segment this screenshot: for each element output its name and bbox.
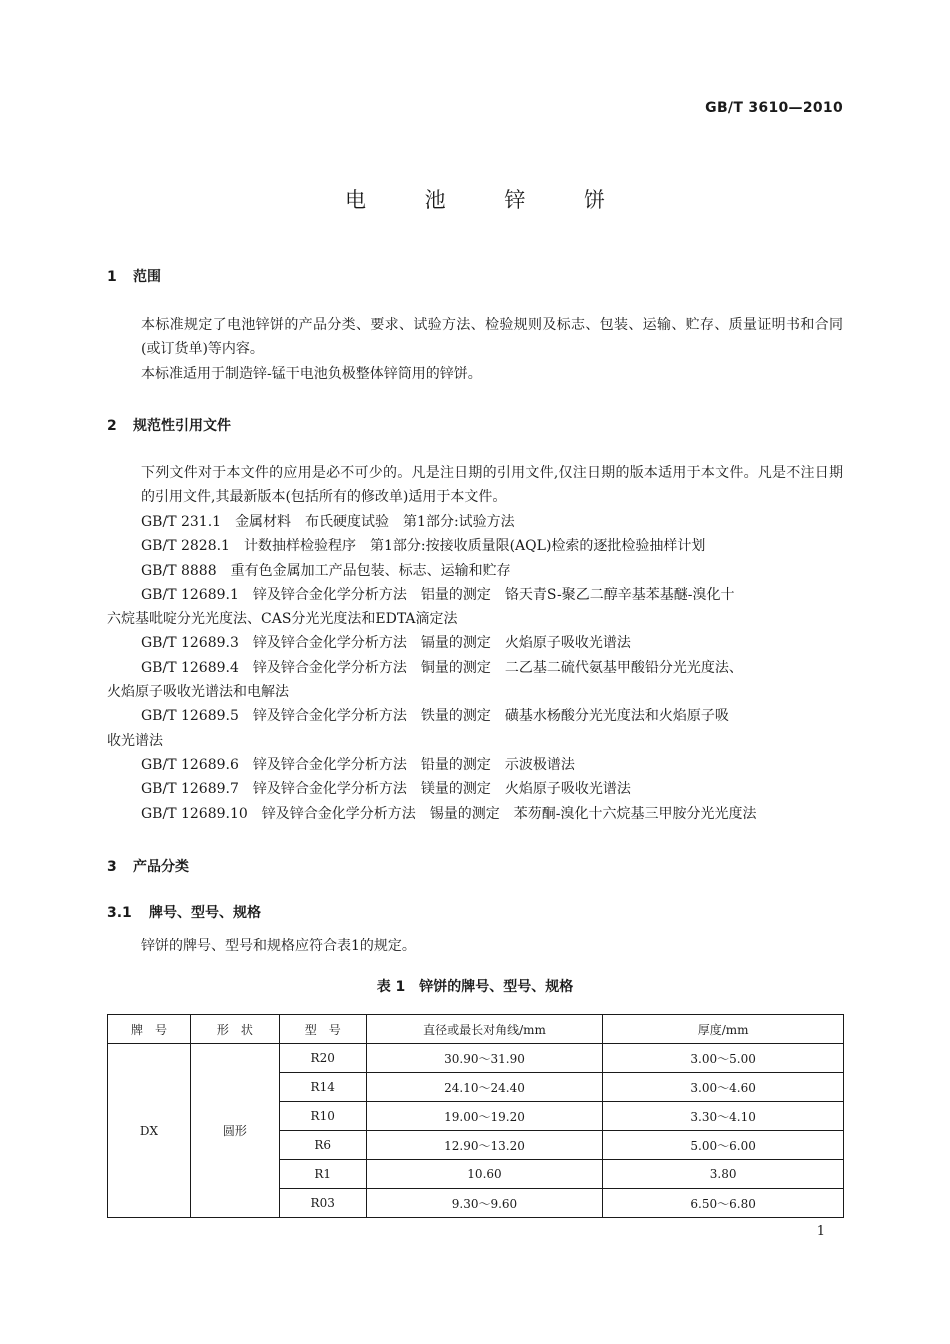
section-title: 规范性引用文件 [133, 418, 231, 434]
section-number: 3 [107, 859, 117, 875]
column-header: 形 状 [190, 1015, 279, 1044]
column-header: 直径或最长对角线/mm [366, 1015, 603, 1044]
reference-title: 金属材料 布氏硬度试验 第1部分:试验方法 [235, 514, 515, 530]
model-cell: R10 [279, 1102, 366, 1131]
section-2-heading [107, 415, 231, 435]
section-title: 产品分类 [133, 859, 189, 875]
thickness-cell: 3.00～5.00 [603, 1044, 844, 1073]
thickness-cell: 6.50～6.80 [603, 1189, 844, 1218]
column-header: 型 号 [279, 1015, 366, 1044]
column-header: 牌 号 [108, 1015, 191, 1044]
reference-continuation: 火焰原子吸收光谱法和电解法 [107, 684, 289, 701]
spec-table [107, 1014, 844, 1218]
diameter-cell: 30.90～31.90 [366, 1044, 603, 1073]
subsection-number: 3.1 [107, 905, 132, 921]
section-number: 2 [107, 418, 117, 434]
thickness-cell: 3.00～4.60 [603, 1073, 844, 1102]
reference-title: 锌及锌合金化学分析方法 镁量的测定 火焰原子吸收光谱法 [252, 781, 631, 798]
model-cell: R1 [279, 1160, 366, 1189]
thickness-cell: 3.30～4.10 [603, 1102, 844, 1131]
reference-item [107, 583, 843, 607]
subsection-3-1-body [107, 934, 843, 958]
reference-title: 锌及锌合金化学分析方法 铜量的测定 二乙基二硫代氨基甲酸铅分光光度法、 [252, 659, 743, 676]
document-title: 电 池 锌 饼 [344, 188, 632, 212]
model-cell: R20 [279, 1044, 366, 1073]
paragraph: 本标准规定了电池锌饼的产品分类、要求、试验方法、检验规则及标志、包装、运输、贮存、质量证明书和合同(或订货单)等内容。 [141, 317, 843, 358]
model-cell: R6 [279, 1131, 366, 1160]
reference-title: 锌及锌合金化学分析方法 铁量的测定 磺基水杨酸分光光度法和火焰原子吸 [252, 708, 729, 725]
section-3-heading [107, 856, 189, 876]
section-number: 1 [107, 269, 117, 285]
reference-code: GB/T 12689.1 [141, 586, 239, 603]
diameter-cell: 12.90～13.20 [366, 1131, 603, 1160]
reference-item [107, 802, 843, 826]
table-caption: 表 1 锌饼的牌号、型号、规格 [376, 979, 574, 995]
paragraph: 下列文件对于本文件的应用是必不可少的。凡是注日期的引用文件,仅注日期的版本适用于本文件。凡是不注日期的引用文件,其最新版本(包括所有的修改单)适用于本文件。 [141, 465, 843, 506]
reference-code: GB/T 12689.6 [141, 756, 239, 773]
reference-item [107, 777, 843, 801]
reference-item [107, 656, 843, 680]
reference-continuation: 收光谱法 [107, 732, 163, 749]
table-row [108, 1044, 844, 1073]
table-header-row [108, 1015, 844, 1044]
section-1-heading [107, 266, 161, 286]
reference-title: 锌及锌合金化学分析方法 铝量的测定 铬天青S-聚乙二醇辛基苯基醚-溴化十 [252, 586, 735, 603]
reference-title: 锌及锌合金化学分析方法 镉量的测定 火焰原子吸收光谱法 [252, 635, 631, 652]
reference-code: GB/T 12689.4 [141, 659, 239, 676]
reference-continuation: 六烷基吡啶分光光度法、CAS分光光度法和EDTA滴定法 [107, 611, 458, 628]
reference-title: 重有色金属加工产品包装、标志、运输和贮存 [230, 562, 511, 579]
diameter-cell: 24.10～24.40 [366, 1073, 603, 1102]
reference-title: 锌及锌合金化学分析方法 锡量的测定 苯芴酮-溴化十六烷基三甲胺分光光度法 [261, 805, 757, 822]
model-cell: R14 [279, 1073, 366, 1102]
standard-code: GB/T 3610—2010 [705, 100, 843, 116]
diameter-cell: 19.00～19.20 [366, 1102, 603, 1131]
diameter-cell: 9.30～9.60 [366, 1189, 603, 1218]
reference-code: GB/T 12689.3 [141, 635, 239, 652]
paragraph: 锌饼的牌号、型号和规格应符合表1的规定。 [141, 938, 416, 954]
diameter-cell: 10.60 [366, 1160, 603, 1189]
reference-item [107, 704, 843, 728]
thickness-cell: 3.80 [603, 1160, 844, 1189]
reference-code: GB/T 12689.10 [141, 805, 248, 822]
shape-cell: 圆形 [190, 1044, 279, 1218]
reference-code: GB/T 12689.7 [141, 781, 239, 798]
section-title: 范围 [133, 269, 161, 285]
column-header: 厚度/mm [603, 1015, 844, 1044]
reference-item [107, 510, 843, 534]
reference-item [107, 753, 843, 777]
reference-item [107, 534, 843, 558]
model-cell: R03 [279, 1189, 366, 1218]
reference-list [107, 510, 843, 826]
reference-item [107, 631, 843, 655]
subsection-3-1-heading [107, 902, 261, 922]
section-2-intro [107, 461, 843, 510]
thickness-cell: 5.00～6.00 [603, 1131, 844, 1160]
reference-item [107, 559, 843, 583]
section-1-body [107, 313, 843, 386]
subsection-title: 牌号、型号、规格 [149, 905, 261, 921]
reference-code: GB/T 12689.5 [141, 708, 239, 725]
reference-code: GB/T 2828.1 [141, 538, 230, 555]
reference-code: GB/T 8888 [141, 562, 217, 579]
grade-cell: DX [108, 1044, 191, 1218]
reference-title: 计数抽样检验程序 第1部分:按接收质量限(AQL)检索的逐批检验抽样计划 [243, 538, 706, 555]
page-number: 1 [816, 1224, 825, 1239]
reference-title: 锌及锌合金化学分析方法 铅量的测定 示波极谱法 [252, 756, 575, 773]
paragraph: 本标准适用于制造锌-锰干电池负极整体锌筒用的锌饼。 [141, 365, 482, 382]
reference-code: GB/T 231.1 [141, 514, 222, 530]
